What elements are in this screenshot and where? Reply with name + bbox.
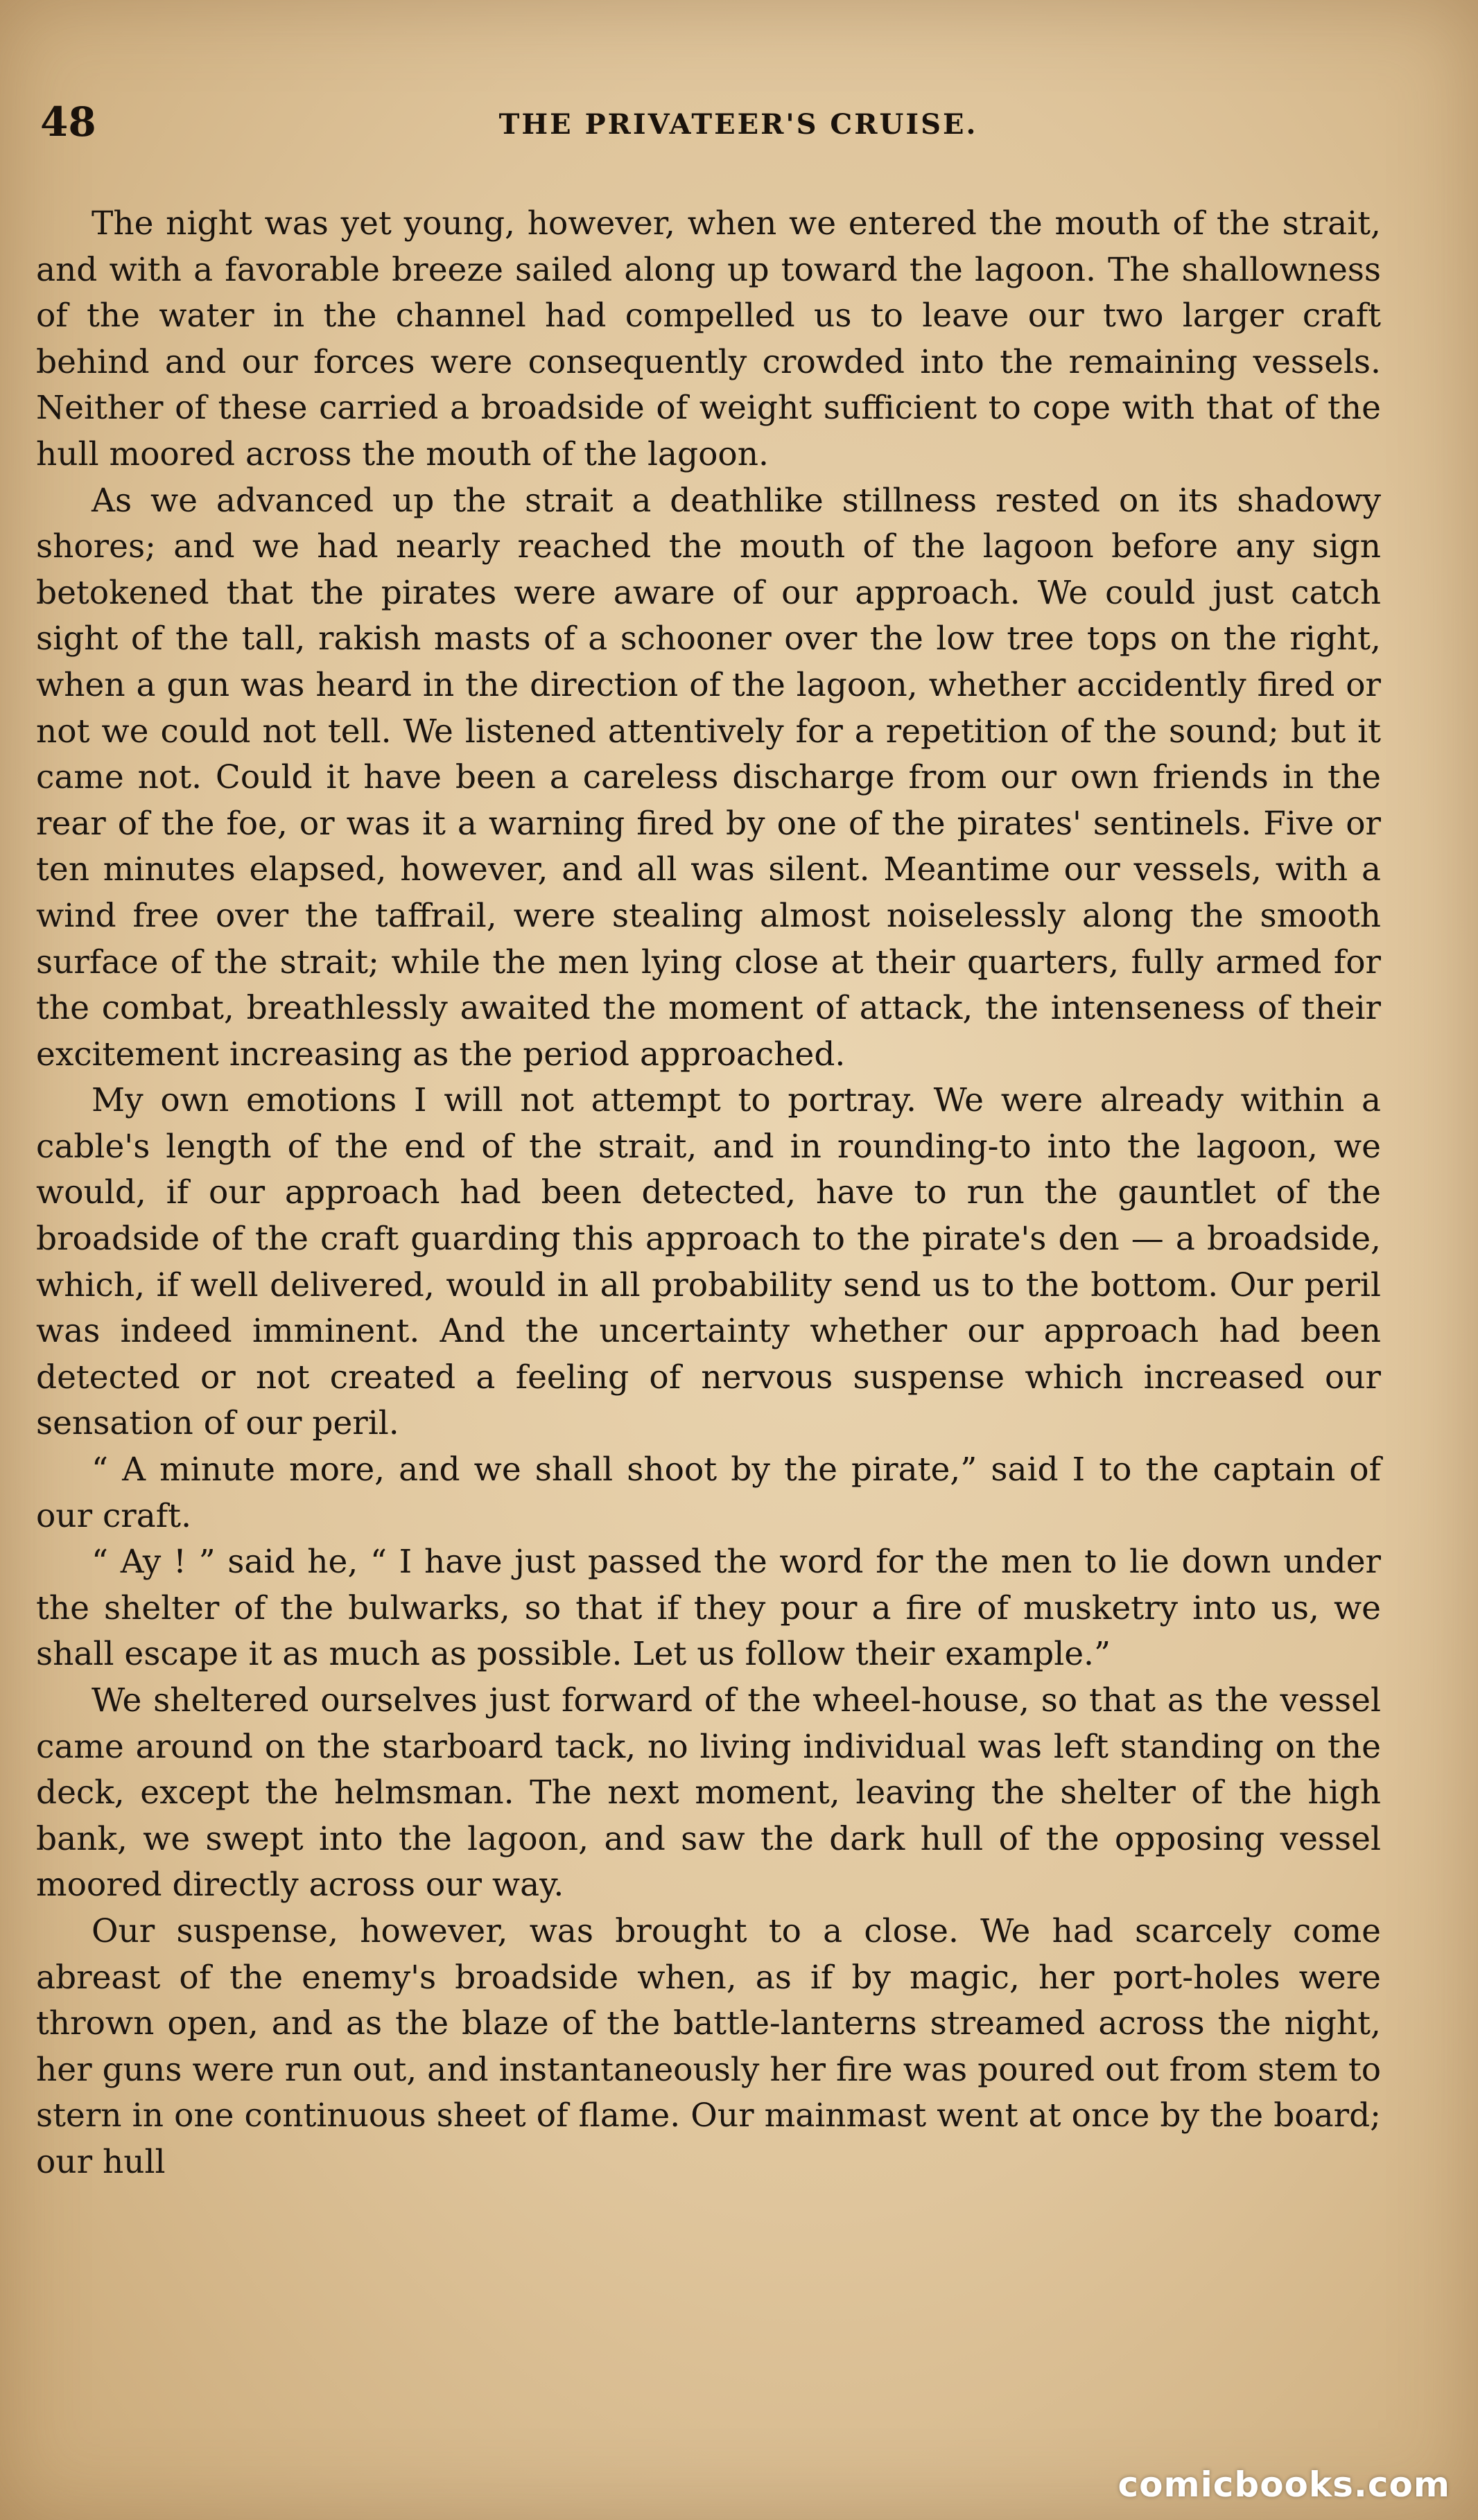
paragraph: “ Ay ! ” said he, “ I have just passed the word for the men to lie down under the shelter of the bulwarks, so that if they pour a fire of musketry into us, we shall escape it as much as possible. Let us follow their example.” [36, 1543, 1381, 1674]
paragraph: Our suspense, however, was brought to a close. We had scarcely come abreast of the enemy's broadside when, as if by magic, her port-holes were thrown open, and as the blaze of the battle-lanterns streamed across the night, her guns were run out, and instantaneously her fire was poured out from stem to stern in one continuous sheet of flame. Our mainmast went at once by the board; our hull [36, 1911, 1381, 2181]
paragraph: My own emotions I will not attempt to portray. We were already within a cable's length of the end of the strait, and in rounding-to into the lagoon, we would, if our approach had been detected, have to run the gauntlet of the broadside of the craft guarding this approach to the pirate's den — a broadside, which, if well delivered, would in all probability send us to the bottom. Our peril was indeed imminent. And the uncertainty whether our approach had been detected or not created a feeling of nervous suspense which increased our sensation of our peril. [36, 1081, 1381, 1443]
site-watermark: comicbooks.com [1118, 2465, 1450, 2505]
paragraph: The night was yet young, however, when we entered the mouth of the strait, and with a favorable breeze sailed along up toward the lagoon. The shallowness of the water in the channel had compelled us to leave our two larger craft behind and our forces were consequently crowded into the remaining vessels. Neither of these carried a broadside of weight sufficient to cope with that of the hull moored across the mouth of the lagoon. [36, 204, 1381, 473]
paragraph: “ A minute more, and we shall shoot by the pirate,” said I to the captain of our craft. [36, 1451, 1381, 1535]
page-number: 48 [40, 98, 96, 146]
page-title: THE PRIVATEER'S CRUISE. [498, 108, 978, 141]
running-head [40, 98, 1436, 154]
body-text [36, 201, 1381, 2186]
paragraph: As we advanced up the strait a deathlike stillness rested on its shadowy shores; and we had nearly reached the mouth of the lagoon before any sign betokened that the pirates were aware of our approach. We could just catch sight of the tall, rakish masts of a schooner over the low tree tops on the right, when a gun was heard in the direction of the lagoon, whether accidently fired or not we could not tell. We listened attentively for a repetition of the sound; but it came not. Could it have been a careless discharge from our own friends in the rear of the foe, or was it a warning fired by one of the pirates' sentinels. Five or ten minutes elapsed, however, and all was silent. Meantime our vessels, with a wind free over the taffrail, were stealing almost noiselessly along the smooth surface of the strait; while the men lying close at their quarters, fully armed for the combat, breathlessly awaited the moment of attack, the intenseness of their excitement increasing as the period approached. [36, 481, 1381, 1074]
paragraph: We sheltered ourselves just forward of the wheel-house, so that as the vessel came around on the starboard tack, no living individual was left standing on the deck, except the helmsman. The next moment, leaving the shelter of the high bank, we swept into the lagoon, and saw the dark hull of the opposing vessel moored directly across our way. [36, 1681, 1381, 1905]
